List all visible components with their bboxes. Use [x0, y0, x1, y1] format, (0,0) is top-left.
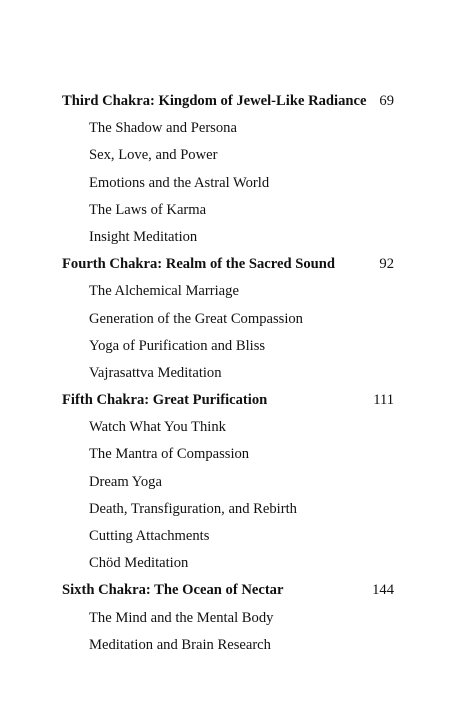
- page-number: 92: [379, 256, 394, 273]
- toc-chapter-entry: [62, 387, 394, 414]
- toc-chapter-entry: [62, 577, 394, 604]
- toc-section-entry: [62, 414, 394, 441]
- page-number: 144: [372, 582, 394, 599]
- toc-chapter-entry: [62, 88, 394, 115]
- section-title: Emotions and the Astral World: [89, 174, 270, 191]
- section-title: The Alchemical Marriage: [89, 283, 239, 300]
- section-title: The Laws of Karma: [89, 201, 207, 218]
- toc-section-entry: [62, 170, 394, 197]
- toc-section-entry: [62, 142, 394, 169]
- toc-section-entry: [62, 496, 394, 523]
- toc-section-entry: [62, 333, 394, 360]
- section-title: Yoga of Purification and Bliss: [89, 337, 266, 354]
- section-title: Sex, Love, and Power: [89, 147, 218, 164]
- toc-chapter-entry: [62, 251, 394, 278]
- section-title: Insight Meditation: [89, 228, 198, 245]
- section-title: Vajrasattva Meditation: [89, 364, 222, 381]
- section-title: Death, Transfiguration, and Rebirth: [89, 500, 297, 517]
- chapter-title: Fifth Chakra: Great Purification: [62, 392, 268, 409]
- page-number: 69: [379, 93, 394, 109]
- section-title: The Shadow and Persona: [89, 120, 237, 137]
- chapter-title: Third Chakra: Kingdom of Jewel-Like Radiance: [62, 93, 367, 109]
- toc-section-entry: [62, 278, 394, 305]
- table-of-contents: [62, 88, 394, 659]
- toc-section-entry: [62, 523, 394, 550]
- section-title: Chöd Meditation: [89, 555, 189, 572]
- section-title: Cutting Attachments: [89, 528, 210, 544]
- chapter-title: Fourth Chakra: Realm of the Sacred Sound: [62, 256, 335, 273]
- toc-section-entry: [62, 469, 394, 496]
- section-title: Dream Yoga: [89, 473, 162, 490]
- toc-section-entry: [62, 441, 394, 468]
- section-title: Generation of the Great Compassion: [89, 310, 303, 327]
- toc-section-entry: [62, 224, 394, 251]
- toc-section-entry: [62, 632, 394, 659]
- page-number: 111: [373, 392, 394, 409]
- section-title: Meditation and Brain Research: [89, 636, 271, 653]
- toc-section-entry: [62, 197, 394, 224]
- toc-section-entry: [62, 605, 394, 632]
- toc-section-entry: [62, 360, 394, 387]
- toc-section-entry: [62, 115, 394, 142]
- toc-section-entry: [62, 306, 394, 333]
- chapter-title: Sixth Chakra: The Ocean of Nectar: [62, 582, 284, 599]
- section-title: The Mind and the Mental Body: [89, 609, 274, 626]
- toc-section-entry: [62, 550, 394, 577]
- section-title: The Mantra of Compassion: [89, 446, 250, 463]
- section-title: Watch What You Think: [89, 419, 226, 436]
